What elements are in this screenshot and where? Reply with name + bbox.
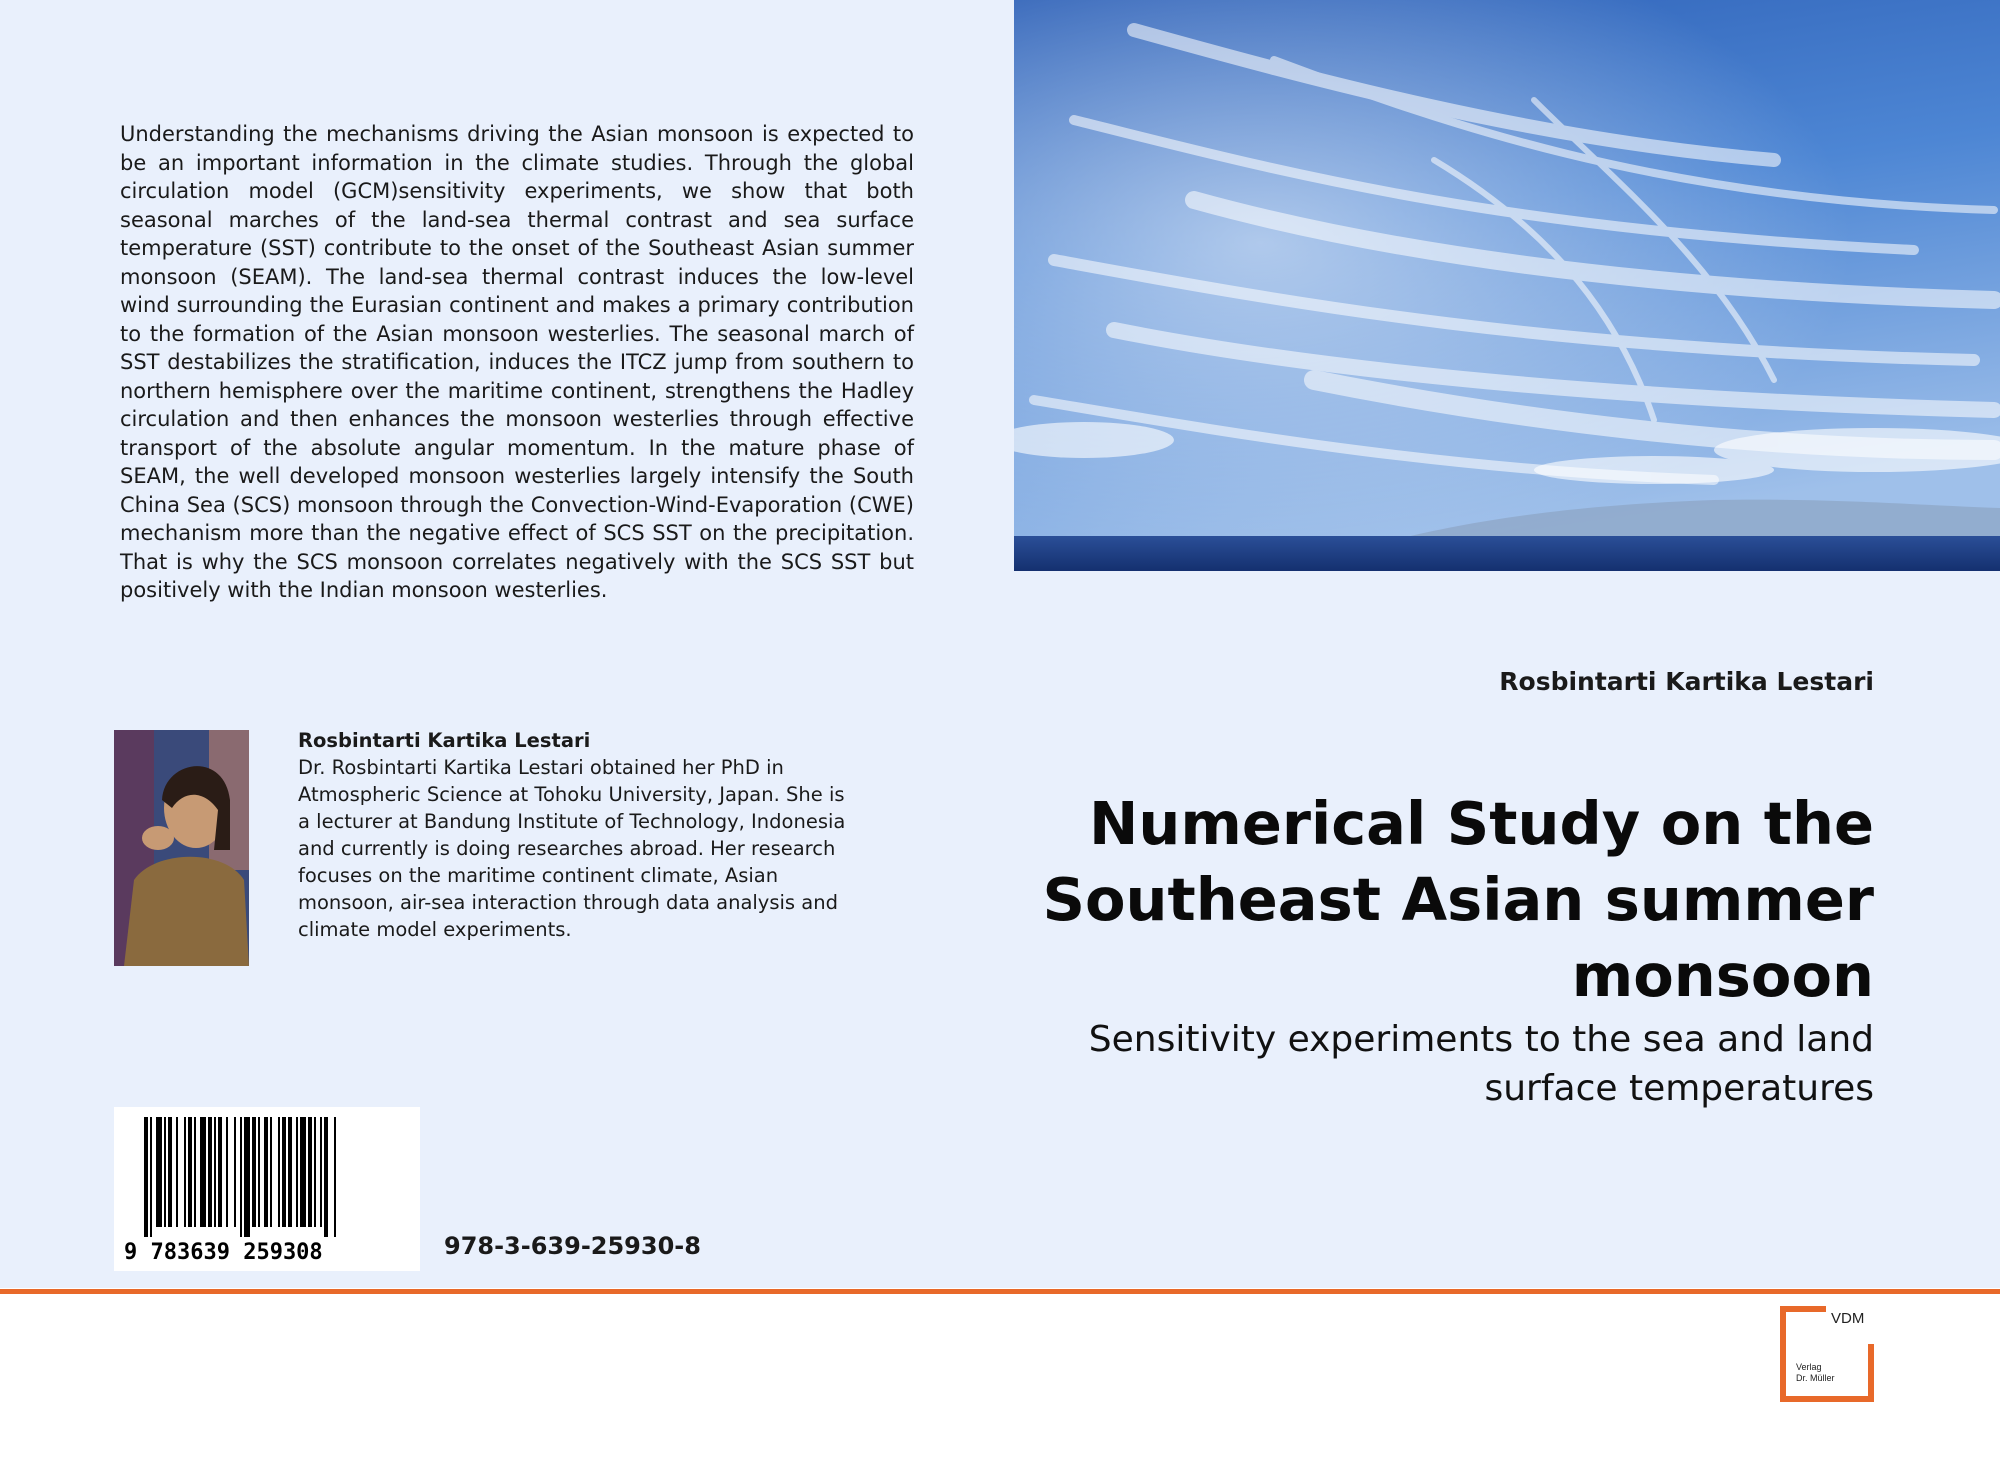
barcode-bar xyxy=(188,1117,192,1227)
barcode-bar xyxy=(282,1117,286,1227)
barcode-bar xyxy=(258,1117,260,1227)
sky-photo-illustration xyxy=(1014,0,2000,571)
bio-author-name: Rosbintarti Kartika Lestari xyxy=(298,729,591,752)
book-title: Numerical Study on the Southeast Asian summer monsoon xyxy=(1042,789,1874,1010)
barcode-bar xyxy=(308,1117,312,1227)
barcode-bar xyxy=(314,1117,316,1227)
barcode-bar xyxy=(156,1117,162,1227)
barcode-bar xyxy=(324,1117,328,1237)
barcode-bar xyxy=(320,1117,322,1227)
barcode-bar xyxy=(244,1117,250,1237)
barcode-bar xyxy=(278,1117,280,1227)
barcode-bar xyxy=(252,1117,256,1227)
barcode-bar xyxy=(334,1117,336,1237)
sky-and-sea-photo xyxy=(1014,0,2000,571)
isbn-number: 978-3-639-25930-8 xyxy=(444,1232,701,1260)
publisher-brand: VDM xyxy=(1831,1310,1865,1327)
barcode-bar xyxy=(226,1117,228,1227)
book-subtitle: Sensitivity experiments to the sea and land surface temperatures xyxy=(1088,1019,1874,1109)
barcode-digits: 9 783639 259308 xyxy=(124,1240,323,1265)
barcode-bar xyxy=(176,1117,178,1227)
back-cover-abstract: Understanding the mechanisms driving the Asian monsoon is expected to be an important information in the climate studies. Through the global circulation model (GCM)sensitivity experiments, we show that both seasonal marches of the land-sea thermal contrast and sea surface temperature (SST) contribute to the onset of the Southeast Asian summer monsoon (SEAM). The land-sea thermal contrast induces the low-level wind surrounding the Eurasian continent and makes a primary contribution to the formation of the Asian monsoon westerlies. The seasonal march of SST destabilizes the stratification, induces the ITCZ jump from southern to northern hemisphere over the maritime continent, strengthens the Hadley circulation and then enhances the monsoon westerlies through effective transport of the absolute angular momentum. In the mature phase of SEAM, the well developed monsoon westerlies largely intensify the South China Sea (SCS) monsoon through the Convection-Wind-Evaporation (CWE) mechanism more than the negative effect of SCS SST on the precipitation. That is why the SCS monsoon correlates negatively with the SCS SST but positively with the Indian monsoon westerlies. xyxy=(120,122,914,602)
isbn-barcode xyxy=(114,1107,420,1271)
barcode-bar xyxy=(168,1117,172,1227)
barcode-bar xyxy=(240,1117,242,1237)
publisher-line-2: Dr. Müller xyxy=(1796,1373,1835,1383)
barcode-bar xyxy=(234,1117,236,1227)
barcode-bar xyxy=(194,1117,196,1227)
author-portrait xyxy=(114,730,249,966)
barcode-bar xyxy=(150,1117,152,1237)
accent-divider xyxy=(0,1289,2000,1294)
barcode-bar xyxy=(264,1117,268,1227)
front-cover-author: Rosbintarti Kartika Lestari xyxy=(1499,667,1874,696)
publisher-line-1: Verlag xyxy=(1796,1362,1822,1372)
logo-frame-right xyxy=(1868,1344,1874,1402)
barcode-bar xyxy=(270,1117,272,1227)
barcode-bar xyxy=(288,1117,292,1227)
barcode-bar xyxy=(300,1117,306,1227)
barcode-bar xyxy=(218,1117,222,1227)
barcode-bar xyxy=(164,1117,166,1227)
publisher-logo xyxy=(1780,1306,1874,1402)
barcode-bar xyxy=(200,1117,206,1227)
barcode-bar xyxy=(214,1117,216,1227)
barcode-bar xyxy=(144,1117,148,1237)
barcode-bars xyxy=(114,1107,420,1271)
barcode-bar xyxy=(296,1117,298,1227)
barcode-bar xyxy=(208,1117,212,1227)
publisher-name xyxy=(1796,1362,1835,1384)
author-bio xyxy=(298,727,858,943)
barcode-bar xyxy=(184,1117,186,1227)
author-portrait-image xyxy=(114,730,249,966)
bio-text: Dr. Rosbintarti Kartika Lestari obtained her PhD in Atmospheric Science at Tohoku University, Japan. She is a lecturer at Bandung Institute of Technology, Indonesia and currently is doing researches abroad. Her research focuses on the maritime continent climate, Asian monsoon, air-sea interaction through data analysis and climate model experiments. xyxy=(298,756,846,941)
